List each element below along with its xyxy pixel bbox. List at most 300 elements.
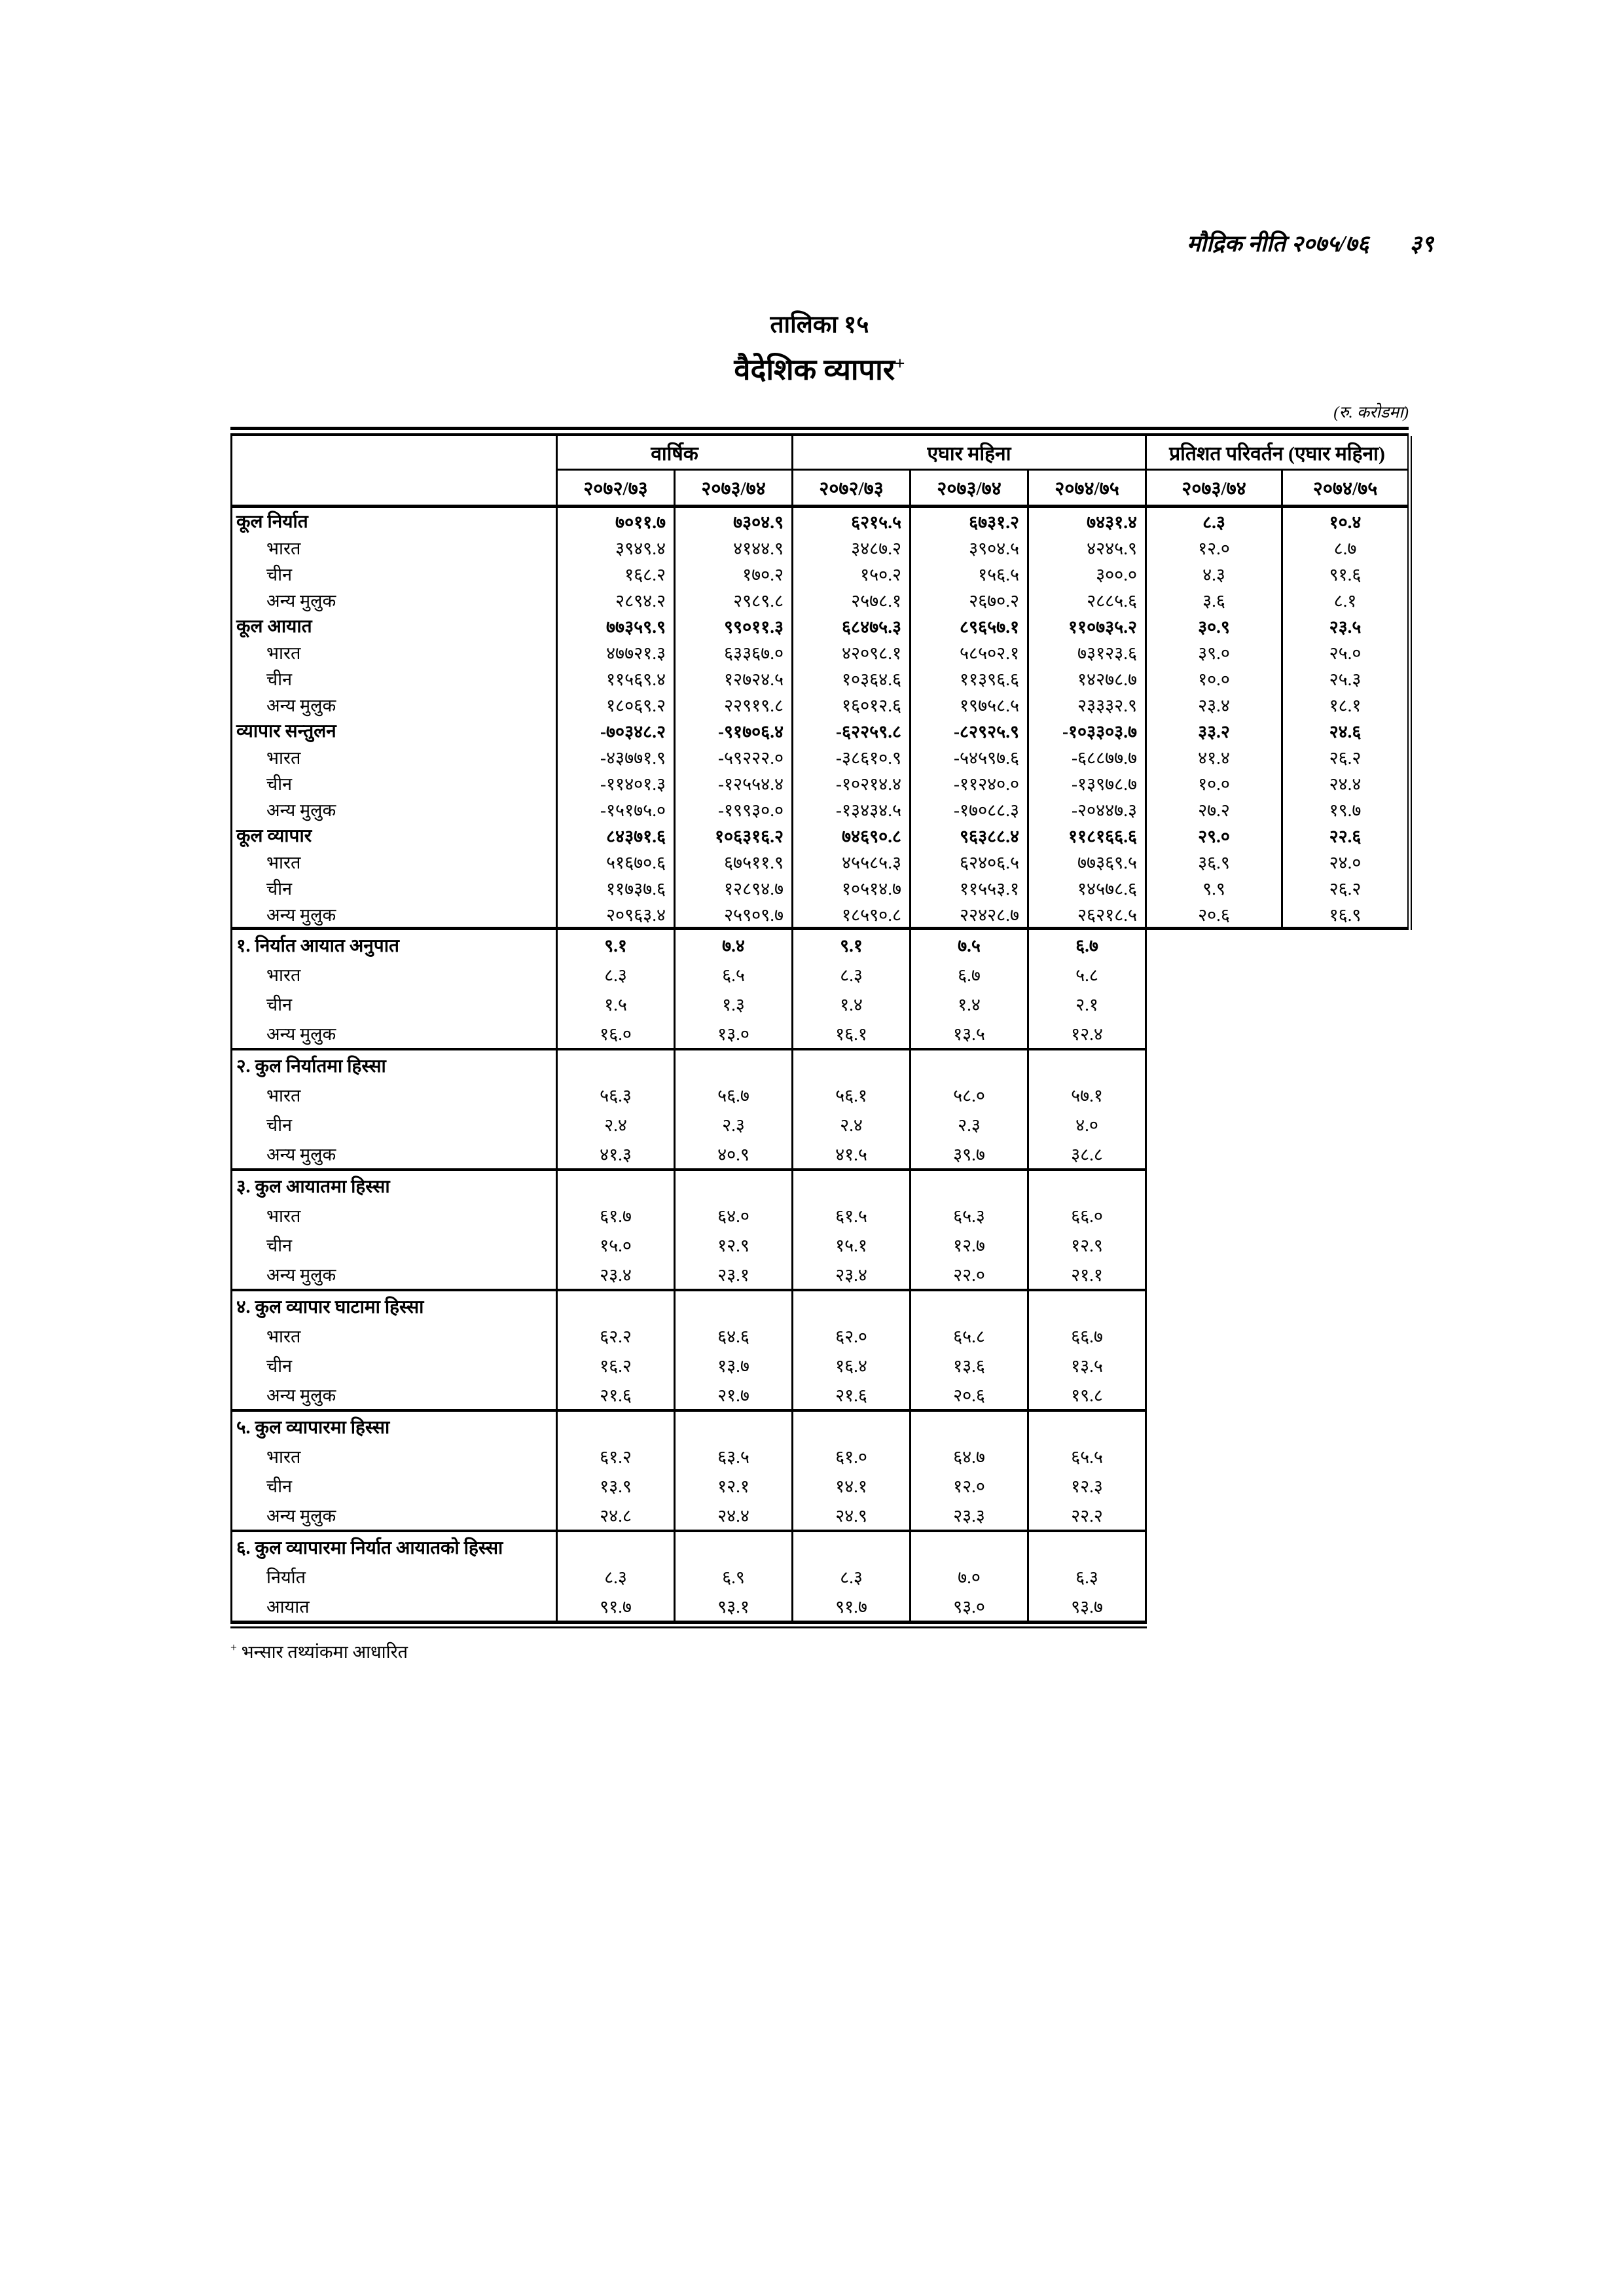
value-cell: ५७.१ [1028,1080,1146,1109]
table-row [232,1109,1146,1139]
table-title-text: वैदेशिक व्यापार [734,353,895,386]
year-column-header: २०७२/७३ [793,470,911,507]
value-cell: २३३३२.९ [1028,691,1146,717]
value-cell: ३९४९.४ [557,534,675,560]
value-cell: -११२४०.० [911,770,1028,796]
row-label: अन्य मुलुक [232,1139,557,1170]
footnote-marker: + [895,353,905,373]
value-cell: १८५९०.८ [793,901,911,929]
table-footnote [230,1639,1413,1663]
value-cell: ८.१ [1282,586,1410,613]
section-title: ५. कुल व्यापारमा हिस्सा [232,1410,557,1441]
value-cell: १३.५ [911,1018,1028,1049]
value-cell: २१.६ [557,1380,675,1410]
value-cell: ६१.५ [793,1200,911,1230]
value-cell: ७.४ [675,930,793,960]
value-cell: ५८५०२.१ [911,639,1028,665]
value-cell: १३.६ [911,1350,1028,1380]
value-cell: ३६.९ [1146,848,1282,874]
value-cell: ४१४४.९ [675,534,793,560]
value-cell [911,1170,1028,1200]
value-cell: ४०.९ [675,1139,793,1170]
value-cell: ११०७३५.२ [1028,613,1146,639]
value-cell: १६.९ [1282,901,1410,929]
value-cell: ३८.८ [1028,1139,1146,1170]
value-cell: ६.७ [911,960,1028,989]
value-cell [793,1531,911,1562]
value-cell [675,1290,793,1321]
table-row [232,874,1410,901]
value-cell: ३९०४.५ [911,534,1028,560]
value-cell: ४.० [1028,1109,1146,1139]
value-cell [675,1531,793,1562]
value-cell: ६.५ [675,960,793,989]
value-cell: ६३.५ [675,1441,793,1471]
value-cell: ८.३ [1146,507,1282,535]
value-cell: ८.३ [793,1562,911,1591]
value-cell: १३.९ [557,1471,675,1500]
value-cell: २३.४ [793,1259,911,1290]
value-cell: १४५७८.६ [1028,874,1146,901]
table-row [232,1562,1146,1591]
value-cell: ११५६९.४ [557,665,675,691]
table-row [232,822,1410,848]
value-cell: ६१.७ [557,1200,675,1230]
section-header-row [232,930,1146,960]
value-cell: ३९.० [1146,639,1282,665]
value-cell: १९.८ [1028,1380,1146,1410]
value-cell: २२४२८.७ [911,901,1028,929]
value-cell: २४.८ [557,1500,675,1531]
value-cell: २०९६३.४ [557,901,675,929]
value-cell: १०५१४.७ [793,874,911,901]
value-cell [793,1410,911,1441]
value-cell: ७३०४.९ [675,507,793,535]
section-header-row [232,1170,1146,1200]
column-group-percent-change: प्रतिशत परिवर्तन (एघार महिना) [1146,436,1410,470]
value-cell: ९६३८८.४ [911,822,1028,848]
row-label: अन्य मुलुक [232,1500,557,1531]
table-row [232,796,1410,822]
value-cell: १२.३ [1028,1471,1146,1500]
value-cell: १६.० [557,1018,675,1049]
value-cell: ७४३१.४ [1028,507,1146,535]
value-cell: १२.० [911,1471,1028,1500]
value-cell: ६.३ [1028,1562,1146,1591]
row-label: अन्य मुलुक [232,1259,557,1290]
value-cell: ५६.३ [557,1080,675,1109]
row-label: कूल व्यापार [232,822,557,848]
value-cell: ६४.० [675,1200,793,1230]
row-label: आयात [232,1591,557,1621]
value-cell: १३.५ [1028,1350,1146,1380]
table-row [232,770,1410,796]
section-header-row [232,1531,1146,1562]
table-row [232,639,1410,665]
table-title [230,349,1409,389]
value-cell: ३००.० [1028,560,1146,586]
row-label: अन्य मुलुक [232,1018,557,1049]
footnote-text: भन्सार तथ्यांकमा आधारित [241,1642,408,1662]
upper-table [230,436,1412,930]
value-cell: ३.६ [1146,586,1282,613]
value-cell [1028,1170,1146,1200]
value-cell: २२.६ [1282,822,1410,848]
page-number: ३९ [1409,231,1434,257]
value-cell [675,1170,793,1200]
value-cell [557,1410,675,1441]
value-cell: ४२०९८.१ [793,639,911,665]
value-cell: ६२.० [793,1321,911,1350]
value-cell: -१३९७८.७ [1028,770,1146,796]
value-cell: १०६३१६.२ [675,822,793,848]
column-group-row [232,436,1410,470]
value-cell: २२९१९.८ [675,691,793,717]
value-cell: -१३४३४.५ [793,796,911,822]
value-cell: ६४.६ [675,1321,793,1350]
value-cell: २१.६ [793,1380,911,1410]
value-cell: २.४ [793,1109,911,1139]
table-row [232,901,1410,929]
value-cell: २१.१ [1028,1259,1146,1290]
row-label: चीन [232,1471,557,1500]
row-label: भारत [232,534,557,560]
table-row [232,1080,1146,1109]
value-cell: २३.४ [557,1259,675,1290]
value-cell: ११८१६६.६ [1028,822,1146,848]
value-cell: २८८५.६ [1028,586,1146,613]
value-cell: ३०.९ [1146,613,1282,639]
table-number: तालिका १५ [770,312,869,338]
value-cell: २७.२ [1146,796,1282,822]
table-bottom-rule [230,1621,1147,1628]
table-row [232,691,1410,717]
value-cell: ६१.० [793,1441,911,1471]
value-cell: ८४३७१.६ [557,822,675,848]
year-column-header: २०७४/७५ [1282,470,1410,507]
column-group-annual: वार्षिक [557,436,793,470]
section-title: ६. कुल व्यापारमा निर्यात आयातको हिस्सा [232,1531,557,1562]
value-cell: २६.२ [1282,744,1410,770]
value-cell: ९१.७ [793,1591,911,1621]
value-cell: -१२५५४.४ [675,770,793,796]
value-cell: ३४८७.२ [793,534,911,560]
value-cell: -७०३४८.२ [557,717,675,744]
value-cell: २६७०.२ [911,586,1028,613]
value-cell: ६५.८ [911,1321,1028,1350]
table-row [232,1259,1146,1290]
row-label: व्यापार सन्तुलन [232,717,557,744]
value-cell [1028,1290,1146,1321]
value-cell: १२.९ [1028,1230,1146,1259]
table-row [232,1230,1146,1259]
value-cell [557,1170,675,1200]
table-row [232,507,1410,535]
value-cell: २१.७ [675,1380,793,1410]
value-cell: -५४५९७.६ [911,744,1028,770]
value-cell: ४.३ [1146,560,1282,586]
section-title: २. कुल निर्यातमा हिस्सा [232,1049,557,1080]
value-cell: -४३७७१.९ [557,744,675,770]
value-cell: ६.७ [1028,930,1146,960]
row-label: चीन [232,770,557,796]
row-label: अन्य मुलुक [232,796,557,822]
value-cell: २.३ [911,1109,1028,1139]
document-title: मौद्रिक नीति २०७५/७६ [1187,231,1369,257]
value-cell [911,1049,1028,1080]
value-cell: ६४.७ [911,1441,1028,1471]
row-label: अन्य मुलुक [232,901,557,929]
value-cell: १९७५८.५ [911,691,1028,717]
row-label: चीन [232,1230,557,1259]
table-row [232,586,1410,613]
label-column-header [232,436,557,507]
value-cell: ४७७२१.३ [557,639,675,665]
value-cell: १२.१ [675,1471,793,1500]
value-cell: १२.० [1146,534,1282,560]
value-cell: -१७०८८.३ [911,796,1028,822]
value-cell: १६.१ [793,1018,911,1049]
value-cell: ९३.१ [675,1591,793,1621]
value-cell: ८.३ [557,960,675,989]
value-cell: ४१.३ [557,1139,675,1170]
value-cell: ११५५३.१ [911,874,1028,901]
value-cell: २०.६ [1146,901,1282,929]
value-cell: ५८.० [911,1080,1028,1109]
value-cell: १.४ [793,989,911,1018]
table-row [232,1591,1146,1621]
section-header-row [232,1410,1146,1441]
row-label: चीन [232,1350,557,1380]
value-cell: २३.३ [911,1500,1028,1531]
value-cell: ९३.७ [1028,1591,1146,1621]
value-cell: ९१.७ [557,1591,675,1621]
row-label: कूल निर्यात [232,507,557,535]
value-cell: ६२४०६.५ [911,848,1028,874]
value-cell: ४१.५ [793,1139,911,1170]
row-label: अन्य मुलुक [232,1380,557,1410]
value-cell: ८.३ [557,1562,675,1591]
lower-table [230,930,1147,1621]
value-cell: १.४ [911,989,1028,1018]
foreign-trade-table [230,427,1413,1663]
table-caption [230,306,1409,389]
table-row [232,989,1146,1018]
row-label: चीन [232,560,557,586]
value-cell: १२.७ [911,1230,1028,1259]
value-cell: २४.४ [675,1500,793,1531]
value-cell: १.५ [557,989,675,1018]
row-label: भारत [232,1321,557,1350]
table-row [232,744,1410,770]
table-row [232,1471,1146,1500]
value-cell [793,1170,911,1200]
value-cell: १.३ [675,989,793,1018]
value-cell: २२.२ [1028,1500,1146,1531]
value-cell: ६.९ [675,1562,793,1591]
value-cell: २४.४ [1282,770,1410,796]
value-cell: १३.० [675,1018,793,1049]
value-cell: २५.० [1282,639,1410,665]
row-label: भारत [232,639,557,665]
value-cell: -६२२५९.८ [793,717,911,744]
value-cell: १८.१ [1282,691,1410,717]
value-cell: ६१.२ [557,1441,675,1471]
row-label: चीन [232,1109,557,1139]
row-label: भारत [232,744,557,770]
value-cell: २८९४.२ [557,586,675,613]
value-cell: २५९०९.७ [675,901,793,929]
table-row [232,665,1410,691]
table-row [232,1139,1146,1170]
value-cell: २५७८.१ [793,586,911,613]
row-label: भारत [232,1080,557,1109]
table-row [232,613,1410,639]
value-cell [1028,1410,1146,1441]
value-cell: १८०६९.२ [557,691,675,717]
value-cell: ६५.३ [911,1200,1028,1230]
value-cell: ३३.२ [1146,717,1282,744]
value-cell: १६८.२ [557,560,675,586]
value-cell: -९१७०६.४ [675,717,793,744]
section-header-row [232,1049,1146,1080]
value-cell: १२.९ [675,1230,793,1259]
value-cell: ६२१५.५ [793,507,911,535]
year-column-header: २०७२/७३ [557,470,675,507]
value-cell: १४.१ [793,1471,911,1500]
value-cell [675,1410,793,1441]
value-cell: २२.० [911,1259,1028,1290]
column-group-eleven-months: एघार महिना [793,436,1146,470]
value-cell: १५०.२ [793,560,911,586]
table-row [232,1321,1146,1350]
value-cell: ८.७ [1282,534,1410,560]
row-label: अन्य मुलुक [232,586,557,613]
table-row [232,1441,1146,1471]
value-cell: ६३३६७.० [675,639,793,665]
table-row [232,1018,1146,1049]
table-row [232,1380,1146,1410]
value-cell [1028,1049,1146,1080]
value-cell: २३.४ [1146,691,1282,717]
section-title: १. निर्यात आयात अनुपात [232,930,557,960]
table-row [232,534,1410,560]
section-title: ३. कुल आयातमा हिस्सा [232,1170,557,1200]
value-cell [675,1049,793,1080]
value-cell: २.४ [557,1109,675,1139]
value-cell: १६.४ [793,1350,911,1380]
value-cell: ७४६९०.८ [793,822,911,848]
row-label: चीन [232,989,557,1018]
value-cell: २९.० [1146,822,1282,848]
value-cell: ८९६५७.१ [911,613,1028,639]
value-cell: -१९९३०.० [675,796,793,822]
year-column-header: २०७४/७५ [1028,470,1146,507]
value-cell [911,1290,1028,1321]
value-cell: ९.१ [793,930,911,960]
value-cell: ९९०११.३ [675,613,793,639]
value-cell: ४५५८५.३ [793,848,911,874]
value-cell: ५६.७ [675,1080,793,1109]
value-cell: २.१ [1028,989,1146,1018]
value-cell: १०.० [1146,770,1282,796]
value-cell: ५६.१ [793,1080,911,1109]
value-cell: ११३९६.६ [911,665,1028,691]
row-label: चीन [232,874,557,901]
value-cell: ८.३ [793,960,911,989]
value-cell: ४१.४ [1146,744,1282,770]
value-cell: -३८६१०.९ [793,744,911,770]
year-column-header: २०७३/७४ [675,470,793,507]
value-cell: ६७५११.९ [675,848,793,874]
value-cell: १२७२४.५ [675,665,793,691]
table-row [232,1200,1146,1230]
value-cell: २६२१८.५ [1028,901,1146,929]
value-cell: ४२४५.९ [1028,534,1146,560]
section-header-row [232,1290,1146,1321]
value-cell: २३.१ [675,1259,793,1290]
value-cell: ७.० [911,1562,1028,1591]
year-column-header: २०७३/७४ [1146,470,1282,507]
value-cell: ७३१२३.६ [1028,639,1146,665]
value-cell: -१५१७५.० [557,796,675,822]
table-row [232,1350,1146,1380]
row-label: निर्यात [232,1562,557,1591]
value-cell: २४.० [1282,848,1410,874]
value-cell: २०.६ [911,1380,1028,1410]
value-cell: -६८८७७.७ [1028,744,1146,770]
page-header [230,228,1434,259]
value-cell: ३९.७ [911,1139,1028,1170]
value-cell: १७०.२ [675,560,793,586]
value-cell: २.३ [675,1109,793,1139]
value-cell: -१०३३०३.७ [1028,717,1146,744]
value-cell: ६६.७ [1028,1321,1146,1350]
value-cell [557,1049,675,1080]
section-title: ४. कुल व्यापार घाटामा हिस्सा [232,1290,557,1321]
value-cell: ९.९ [1146,874,1282,901]
value-cell: -५९२२२.० [675,744,793,770]
value-cell: १९.७ [1282,796,1410,822]
value-cell: १५६.५ [911,560,1028,586]
value-cell: -८२९२५.९ [911,717,1028,744]
value-cell: २४.९ [793,1500,911,1531]
value-cell [557,1290,675,1321]
value-cell: १०.४ [1282,507,1410,535]
year-column-header: २०७३/७४ [911,470,1028,507]
value-cell [793,1290,911,1321]
unit-note: (रु. करोडमा) [1333,404,1409,422]
value-cell: -११४०१.३ [557,770,675,796]
value-cell: ११७३७.६ [557,874,675,901]
value-cell: ५.८ [1028,960,1146,989]
value-cell: ५१६७०.६ [557,848,675,874]
value-cell: १५.० [557,1230,675,1259]
value-cell: ६५.५ [1028,1441,1146,1471]
value-cell: -१०२१४.४ [793,770,911,796]
table-row [232,560,1410,586]
row-label: भारत [232,848,557,874]
value-cell: -२०४४७.३ [1028,796,1146,822]
value-cell: २९८९.८ [675,586,793,613]
value-cell: ९१.६ [1282,560,1410,586]
value-cell: ६६.० [1028,1200,1146,1230]
value-cell [557,1531,675,1562]
row-label: चीन [232,665,557,691]
value-cell [793,1049,911,1080]
value-cell: १६०१२.६ [793,691,911,717]
value-cell: ६२.२ [557,1321,675,1350]
